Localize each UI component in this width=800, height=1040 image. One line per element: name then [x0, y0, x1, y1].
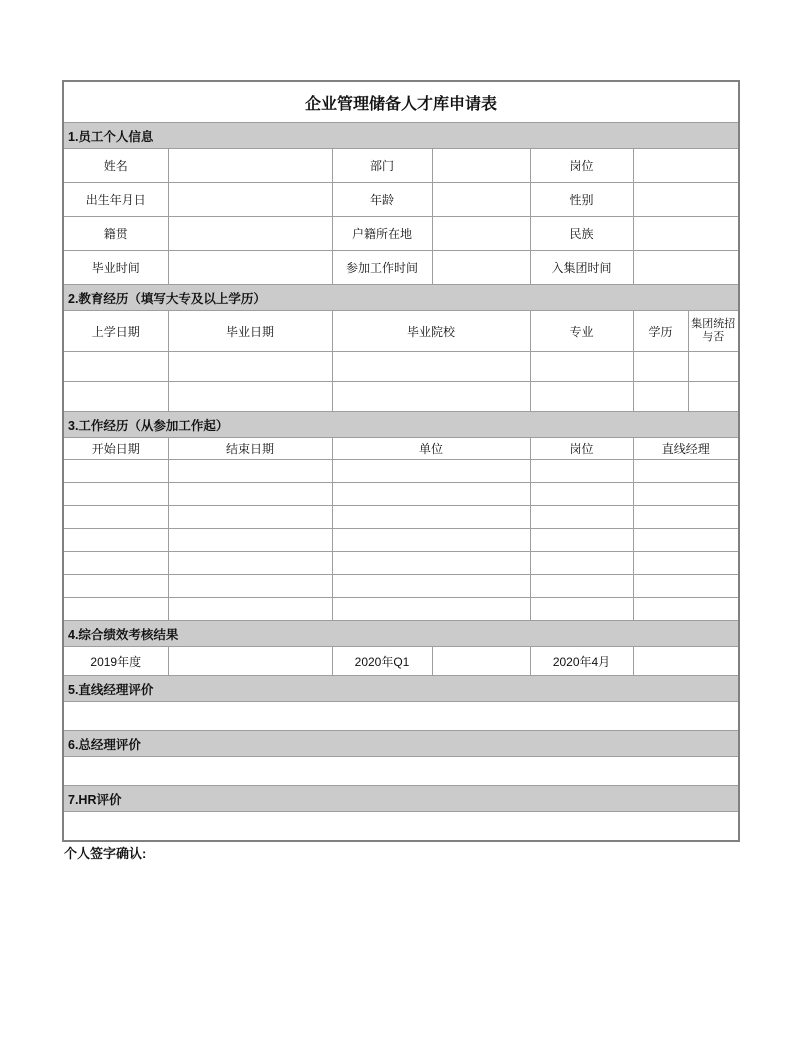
work-cell[interactable] [530, 483, 633, 506]
work-col-position: 岗位 [530, 438, 633, 460]
section-title-work: 3.工作经历（从参加工作起） [63, 412, 739, 438]
input-department[interactable] [432, 149, 530, 183]
work-col-start-date: 开始日期 [63, 438, 168, 460]
work-cell[interactable] [633, 529, 739, 552]
line-manager-eval-area[interactable] [63, 702, 739, 731]
education-header-row [63, 311, 739, 352]
label-native-place: 籍贯 [63, 217, 168, 251]
work-cell[interactable] [633, 460, 739, 483]
education-empty-row [63, 352, 739, 382]
edu-cell[interactable] [530, 382, 633, 412]
input-graduation-time[interactable] [168, 251, 332, 285]
edu-cell[interactable] [63, 352, 168, 382]
input-ethnicity[interactable] [633, 217, 739, 251]
input-position[interactable] [633, 149, 739, 183]
work-cell[interactable] [332, 483, 530, 506]
work-cell[interactable] [63, 552, 168, 575]
work-empty-row [63, 529, 739, 552]
edu-cell[interactable] [168, 382, 332, 412]
input-name[interactable] [168, 149, 332, 183]
gm-eval-area[interactable] [63, 757, 739, 786]
label-department: 部门 [332, 149, 432, 183]
work-cell[interactable] [633, 575, 739, 598]
education-empty-row [63, 382, 739, 412]
work-empty-row [63, 460, 739, 483]
work-cell[interactable] [63, 506, 168, 529]
edu-cell[interactable] [688, 352, 739, 382]
work-cell[interactable] [168, 552, 332, 575]
label-ethnicity: 民族 [530, 217, 633, 251]
work-cell[interactable] [633, 598, 739, 621]
form-title: 企业管理储备人才库申请表 [63, 81, 739, 123]
work-cell[interactable] [530, 529, 633, 552]
personal-row [63, 251, 739, 285]
edu-cell[interactable] [688, 382, 739, 412]
application-form [62, 80, 740, 842]
work-cell[interactable] [63, 460, 168, 483]
work-cell[interactable] [530, 552, 633, 575]
work-cell[interactable] [168, 575, 332, 598]
label-birthdate: 出生年月日 [63, 183, 168, 217]
section-title-education: 2.教育经历（填写大专及以上学历） [63, 285, 739, 311]
edu-cell[interactable] [332, 352, 530, 382]
edu-cell[interactable] [168, 352, 332, 382]
work-col-company: 单位 [332, 438, 530, 460]
input-2020-april-result[interactable] [633, 647, 739, 676]
input-gender[interactable] [633, 183, 739, 217]
work-cell[interactable] [633, 506, 739, 529]
edu-col-group-recruited: 集团统招与否 [688, 311, 739, 352]
work-cell[interactable] [168, 506, 332, 529]
edu-col-school: 毕业院校 [332, 311, 530, 352]
edu-col-degree: 学历 [633, 311, 688, 352]
work-cell[interactable] [63, 598, 168, 621]
section-title-personal: 1.员工个人信息 [63, 123, 739, 149]
edu-cell[interactable] [633, 382, 688, 412]
work-cell[interactable] [633, 483, 739, 506]
label-2020-q1: 2020年Q1 [332, 647, 432, 676]
work-empty-row [63, 552, 739, 575]
work-cell[interactable] [168, 598, 332, 621]
work-cell[interactable] [332, 460, 530, 483]
work-cell[interactable] [168, 483, 332, 506]
edu-cell[interactable] [63, 382, 168, 412]
label-join-group-time: 入集团时间 [530, 251, 633, 285]
work-cell[interactable] [530, 506, 633, 529]
label-work-start-time: 参加工作时间 [332, 251, 432, 285]
work-cell[interactable] [633, 552, 739, 575]
work-cell[interactable] [530, 598, 633, 621]
hr-eval-row [63, 812, 739, 842]
work-col-line-manager: 直线经理 [633, 438, 739, 460]
section-title-hr-eval: 7.HR评价 [63, 786, 739, 812]
edu-col-major: 专业 [530, 311, 633, 352]
input-household-location[interactable] [432, 217, 530, 251]
signature-confirmation-label: 个人签字确认: [64, 846, 147, 861]
section-title-gm-eval: 6.总经理评价 [63, 731, 739, 757]
hr-eval-area[interactable] [63, 812, 739, 842]
work-cell[interactable] [168, 529, 332, 552]
personal-row [63, 217, 739, 251]
work-cell[interactable] [63, 483, 168, 506]
work-empty-row [63, 575, 739, 598]
personal-row [63, 149, 739, 183]
work-empty-row [63, 598, 739, 621]
label-graduation-time: 毕业时间 [63, 251, 168, 285]
performance-row [63, 647, 739, 676]
line-manager-eval-row [63, 702, 739, 731]
label-household-location: 户籍所在地 [332, 217, 432, 251]
work-cell[interactable] [332, 575, 530, 598]
input-birthdate[interactable] [168, 183, 332, 217]
work-cell[interactable] [63, 575, 168, 598]
edu-cell[interactable] [633, 352, 688, 382]
label-age: 年龄 [332, 183, 432, 217]
work-empty-row [63, 483, 739, 506]
label-gender: 性别 [530, 183, 633, 217]
work-cell[interactable] [332, 598, 530, 621]
section-title-performance: 4.综合绩效考核结果 [63, 621, 739, 647]
gm-eval-row [63, 757, 739, 786]
input-age[interactable] [432, 183, 530, 217]
work-empty-row [63, 506, 739, 529]
work-col-end-date: 结束日期 [168, 438, 332, 460]
edu-cell[interactable] [332, 382, 530, 412]
label-position: 岗位 [530, 149, 633, 183]
work-cell[interactable] [63, 529, 168, 552]
edu-col-grad-date: 毕业日期 [168, 311, 332, 352]
work-cell[interactable] [530, 460, 633, 483]
form-table [62, 80, 740, 842]
label-name: 姓名 [63, 149, 168, 183]
section-title-line-manager-eval: 5.直线经理评价 [63, 676, 739, 702]
work-cell[interactable] [332, 552, 530, 575]
label-2020-april: 2020年4月 [530, 647, 633, 676]
input-native-place[interactable] [168, 217, 332, 251]
input-2020-q1-result[interactable] [432, 647, 530, 676]
edu-cell[interactable] [530, 352, 633, 382]
input-join-group-time[interactable] [633, 251, 739, 285]
work-header-row [63, 438, 739, 460]
work-cell[interactable] [332, 529, 530, 552]
input-2019-annual-result[interactable] [168, 647, 332, 676]
edu-col-start-date: 上学日期 [63, 311, 168, 352]
work-cell[interactable] [332, 506, 530, 529]
personal-row [63, 183, 739, 217]
label-2019-annual: 2019年度 [63, 647, 168, 676]
work-cell[interactable] [168, 460, 332, 483]
work-cell[interactable] [530, 575, 633, 598]
input-work-start-time[interactable] [432, 251, 530, 285]
